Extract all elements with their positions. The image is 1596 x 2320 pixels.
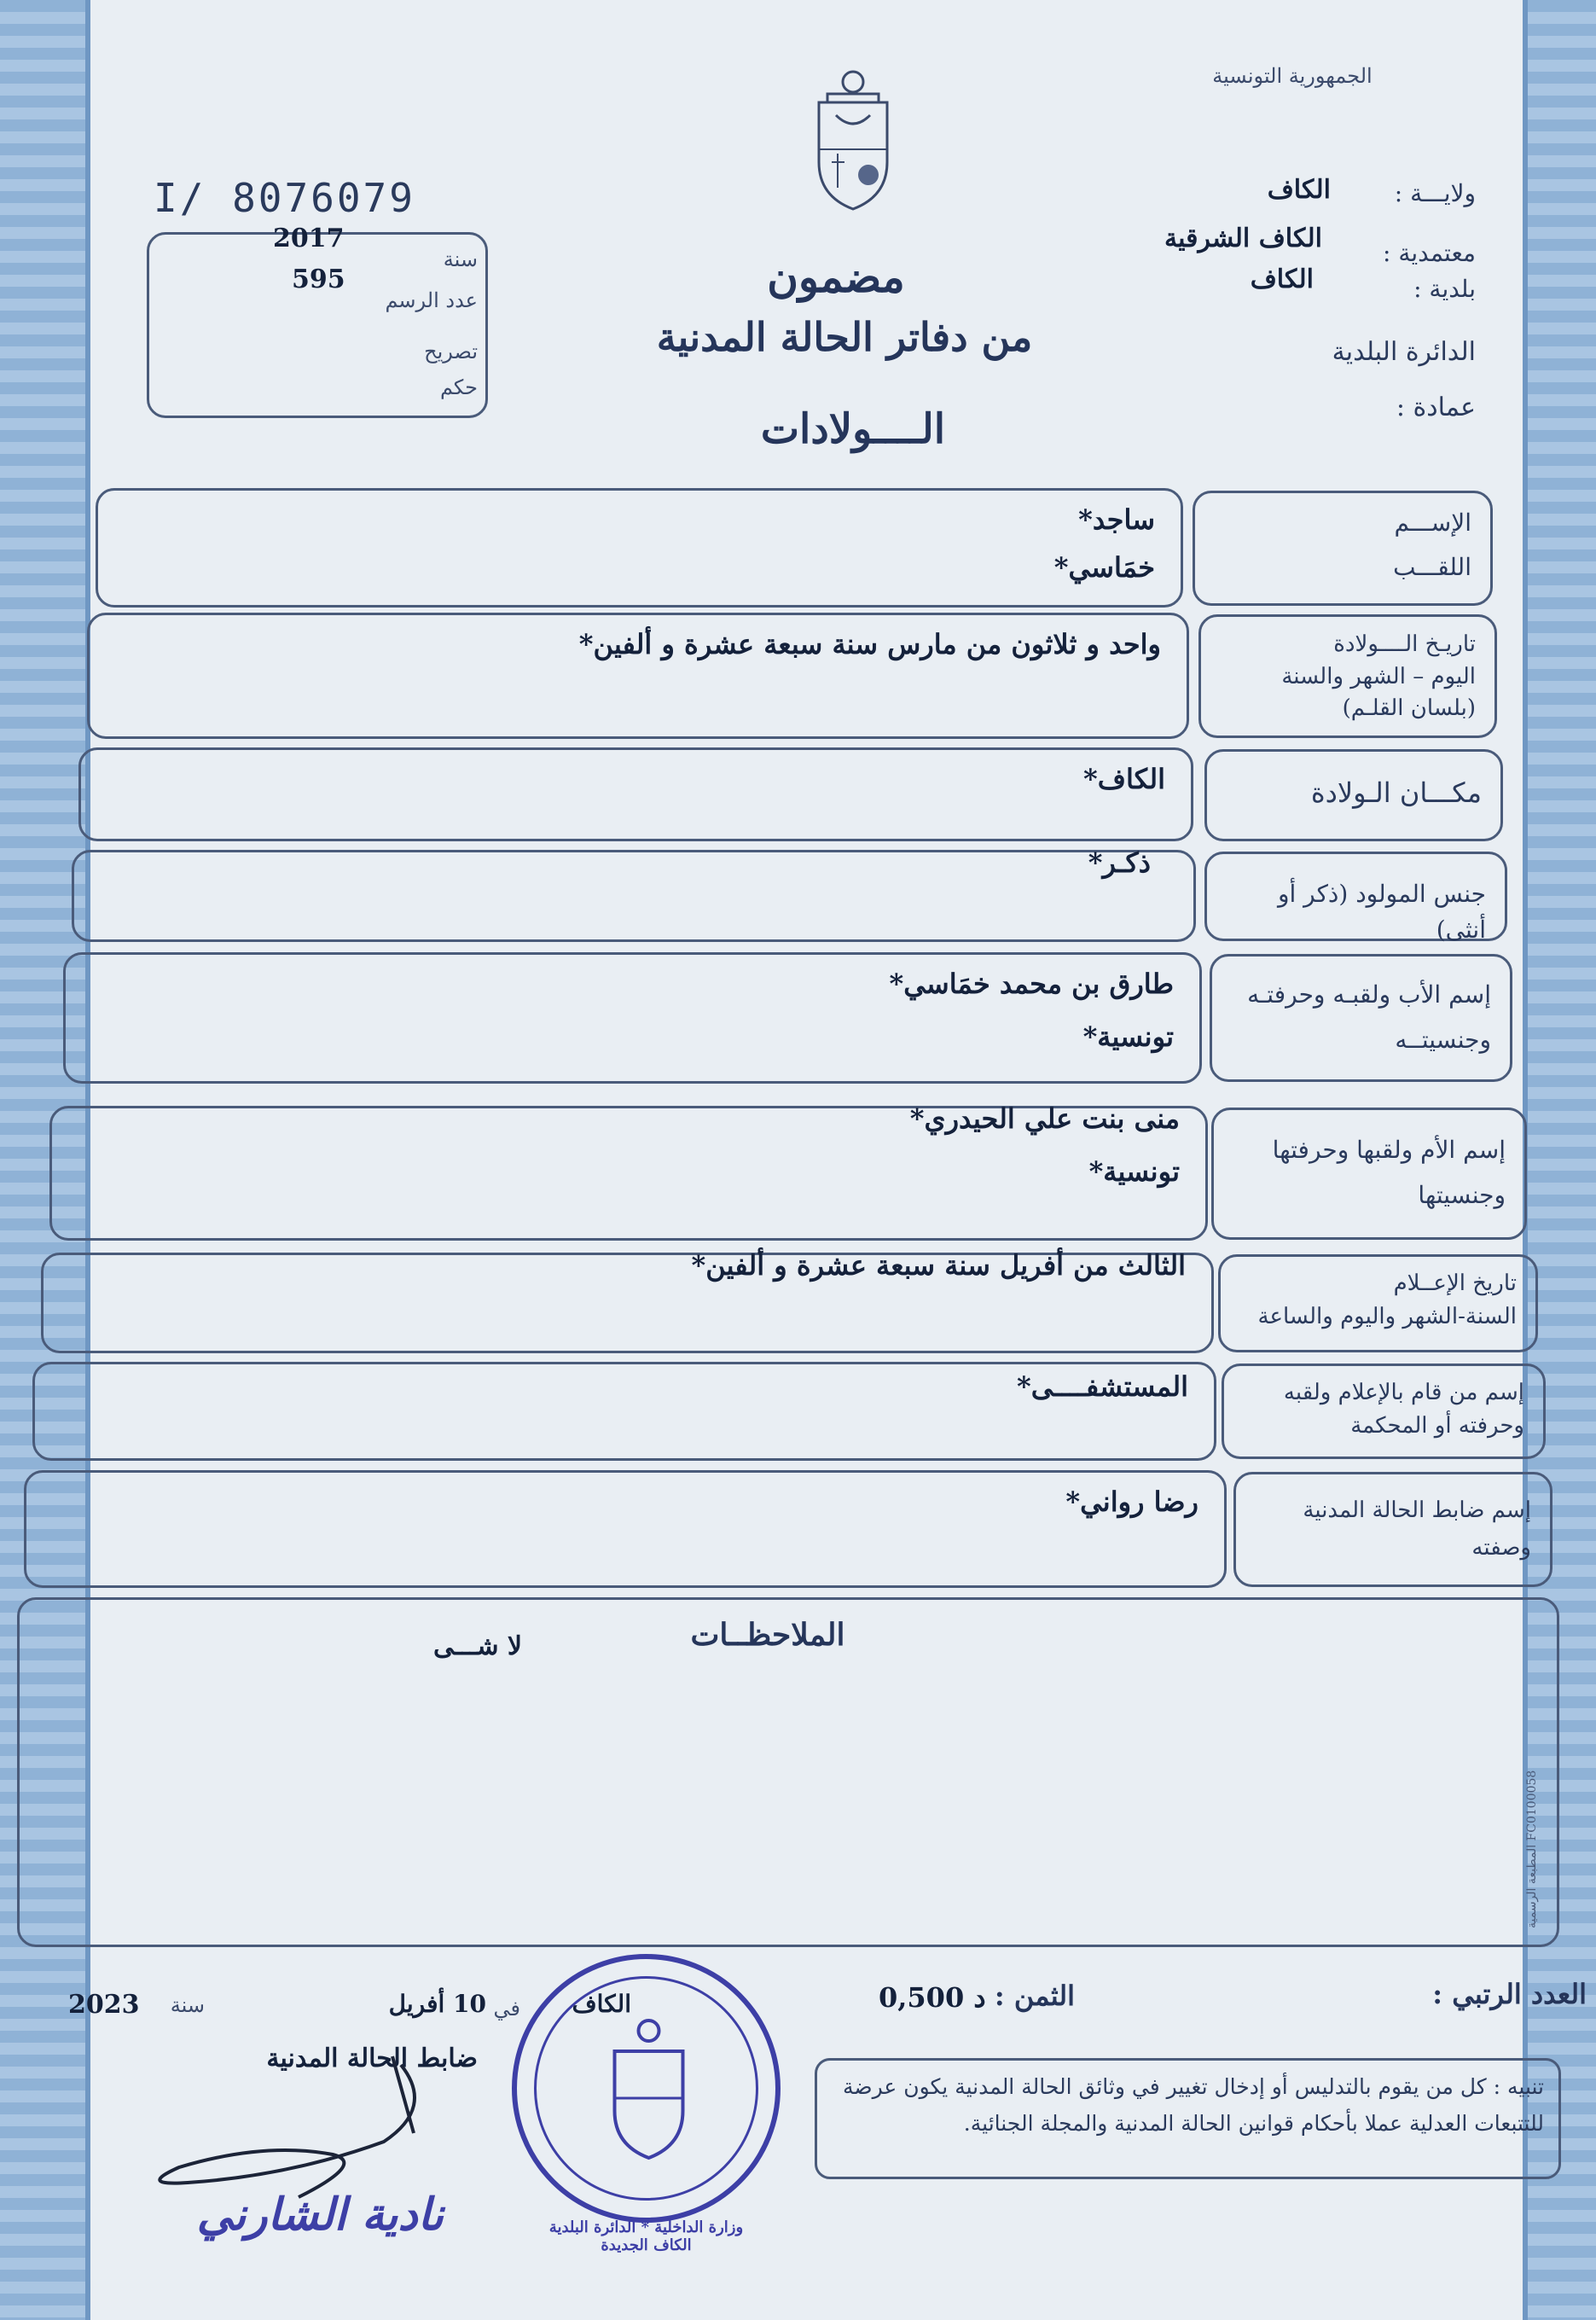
value-birth-date: واحد و ثلاثون من مارس سنة سبعة عشرة و ألفين* [87, 613, 1189, 739]
baladia-value: الكاف [1250, 265, 1314, 294]
footer-place: الكاف [572, 1990, 631, 2018]
omada-label: عمادة : [1396, 392, 1476, 422]
label-declaration-date: تاريخ الإعــلام السنة-الشهر واليوم والساعة [1218, 1254, 1538, 1352]
wilaya-label: ولايـــة : [1394, 179, 1476, 207]
value-declaration-date: الثالث من أفريل سنة سبعة عشرة و ألفين* [41, 1253, 1214, 1353]
register-year-label: سنة [443, 247, 478, 271]
stamp-text: وزارة الداخلية * الدائرة البلدية الكاف الجديدة [548, 2218, 744, 2254]
stamp-emblem-icon [595, 2017, 702, 2162]
motamadia-label: معتمدية : [1383, 239, 1476, 267]
judgment-label: حكم [439, 375, 478, 399]
register-number-label: عدد الرسم [385, 288, 478, 312]
label-officer: إسم ضابط الحالة المدنية وصفته [1233, 1472, 1552, 1587]
wilaya-value: الكاف [1267, 175, 1331, 205]
republic-name: الجمهورية التونسية [1212, 64, 1373, 88]
register-number-value: 595 [292, 265, 345, 294]
title-sub: من دفاتر الحالة المدنية [656, 314, 1033, 360]
baladia-label: بلدية : [1413, 275, 1476, 303]
value-gender: ذكـر* [72, 850, 1196, 942]
label-birth-date: تاريـخ الــــولادة اليوم – الشهر والسنة (بلسان القلـم) [1198, 614, 1497, 738]
motamadia-value: الكاف الشرقية [1164, 224, 1322, 253]
value-mother: منى بنت علي الحيدري* تونسية* [49, 1106, 1208, 1241]
coat-of-arms-icon [802, 68, 904, 213]
value-declarant: المستشفــــى* [32, 1362, 1216, 1461]
label-birth-place: مكـــان الـولادة [1204, 749, 1503, 841]
label-mother: إسم الأم ولقبها وحرفتها وجنسيتها [1211, 1108, 1527, 1240]
value-name: ساجد* خمَاسي* [96, 488, 1183, 608]
serial-number: I/ 8076079 [154, 175, 415, 221]
title-births: الــــولادات [760, 405, 946, 453]
daira-label: الدائرة البلدية [1332, 337, 1476, 367]
warning-text: تنبيه : كل من يقوم بالتدليس أو إدخال تغيير في وثائق الحالة المدنية يكون عرضة للتتبعات العدلية عملا بأحكام قوانين الحالة المدنية والمجلة الجنائية. [842, 2074, 1544, 2136]
footer-date-value: 10 أفريل [388, 1990, 486, 2018]
label-father: إسم الأب ولقبـه وحرفتـه وجنسيتــه [1210, 954, 1512, 1082]
official-stamp [512, 1954, 781, 2223]
value-father: طارق بن محمد خمَاسي* تونسية* [63, 952, 1202, 1084]
label-declarant: إسم من قام بالإعلام ولقبه وحرفته أو المحكمة [1222, 1364, 1546, 1459]
footer-year-label: سنة [170, 1993, 205, 2017]
value-officer: رضا رواني* [24, 1470, 1227, 1588]
footer-date-prefix: في [493, 1997, 520, 2021]
serial-order-label: العدد الرتبي : [1432, 1978, 1587, 2010]
side-print-label: المطبعة الرسمية FC0100058 [1525, 1770, 1539, 1928]
label-gender: جنس المولود (ذكر أو أنثى) [1204, 852, 1507, 941]
price-label: الثمن : [994, 1980, 1075, 2012]
label-name: الإســـم اللقـــب [1193, 491, 1493, 606]
footer-year-value: 2023 [68, 1990, 140, 2020]
register-year-value: 2017 [273, 224, 345, 253]
officer-title: ضابط الحالة المدنية [266, 2044, 478, 2073]
title-main: مضمون [767, 252, 905, 302]
price-value: 0,500 د [879, 1981, 986, 2014]
officer-name-stamp: نادية الشارني [196, 2189, 444, 2241]
declaration-label: تصريح [424, 340, 478, 363]
remarks-label: الملاحظــات [690, 1617, 845, 1653]
value-birth-place: الكاف* [78, 747, 1193, 841]
remarks-value: لا شـــى [432, 1631, 523, 1661]
right-decorative-border [1523, 0, 1596, 2320]
